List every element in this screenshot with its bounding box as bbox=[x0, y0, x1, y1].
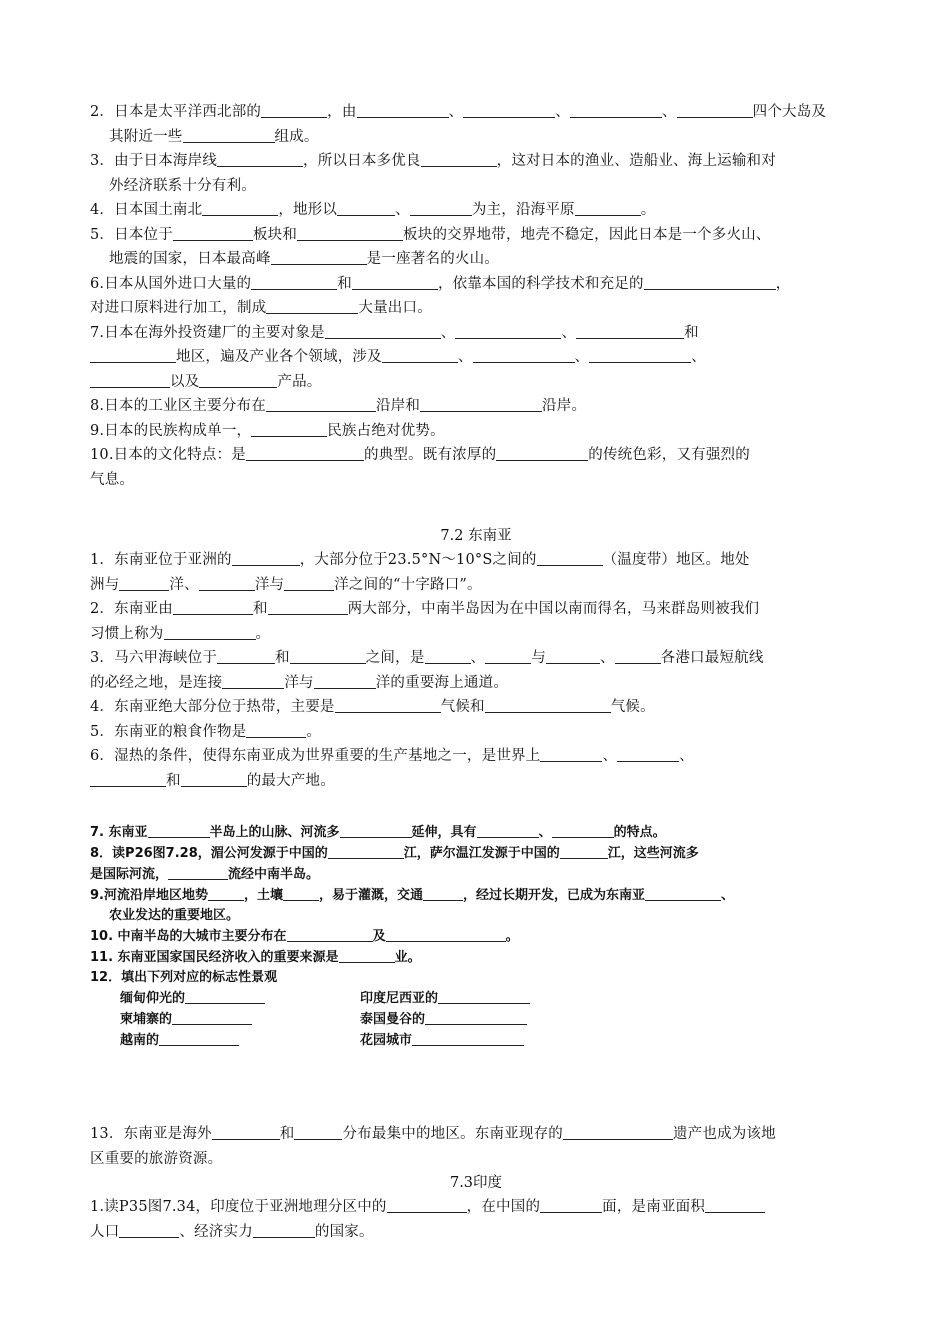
blank[interactable] bbox=[421, 151, 497, 167]
blank[interactable] bbox=[463, 102, 555, 118]
sea-question-1: 1．东南亚位于亚洲的 ，大部分位于23.5°N～10°S之间的 （温度带）地区。地处 bbox=[90, 552, 750, 568]
india-question-1: 1.读P35图7.34，印度位于亚洲地理分区中的 ，在中国的 面，是南亚面积 人口 、经济实力 的国家。 bbox=[90, 1195, 862, 1244]
blank[interactable] bbox=[340, 822, 412, 838]
blank[interactable] bbox=[217, 648, 275, 664]
blank[interactable] bbox=[563, 1124, 673, 1140]
question-4: 4．日本国土南北 ，地形以 、 为主，沿海平原 。 bbox=[90, 202, 656, 218]
blank[interactable] bbox=[148, 822, 210, 838]
blank[interactable] bbox=[183, 127, 275, 143]
bold-question-10: 10. 中南半岛的大城市主要分布在 及 。 bbox=[90, 926, 862, 947]
blank[interactable] bbox=[677, 102, 753, 118]
question-5: 5．日本位于 板块和 板块的交界地带，地壳不稳定，因此日本是一个多火山、 bbox=[90, 226, 771, 243]
blank[interactable] bbox=[496, 445, 588, 461]
bold-question-8: 8．读P26图7.28，湄公河发源于中国的 江，萨尔温江发源于中国的 江，这些河流多 bbox=[90, 843, 862, 864]
blank[interactable] bbox=[232, 550, 300, 566]
bold-question-7: 7. 东南亚 半岛上的山脉、河流多 延伸，具有 、 的特点。 bbox=[90, 822, 862, 843]
blank[interactable] bbox=[314, 673, 376, 689]
sea-question-3: 3．马六甲海峡位于 和 之间，是 、 与 、 各港口最短航线 bbox=[90, 650, 764, 666]
blank[interactable] bbox=[159, 1030, 239, 1046]
blank[interactable] bbox=[335, 697, 441, 713]
blank[interactable] bbox=[485, 648, 531, 664]
sea-question-5: 5．东南亚的粮食作物是 。 bbox=[90, 723, 322, 740]
blank[interactable] bbox=[537, 550, 603, 566]
blank[interactable] bbox=[570, 102, 662, 118]
blank[interactable] bbox=[266, 396, 376, 412]
blank[interactable] bbox=[325, 323, 441, 339]
blank[interactable] bbox=[173, 599, 253, 615]
blank[interactable] bbox=[328, 843, 404, 859]
blank[interactable] bbox=[617, 746, 679, 762]
blank[interactable] bbox=[423, 885, 463, 901]
blank[interactable] bbox=[425, 1009, 527, 1025]
blank[interactable] bbox=[576, 323, 684, 339]
bold-question-12: 12．填出下列对应的标志性景观 bbox=[90, 970, 278, 985]
blank[interactable] bbox=[705, 1197, 765, 1213]
blank[interactable] bbox=[540, 1197, 602, 1213]
blank[interactable] bbox=[271, 249, 367, 265]
question-2: 2．日本是太平洋西北部的 ，由 、 、 、 四个大岛及 bbox=[90, 104, 827, 120]
blank[interactable] bbox=[253, 1222, 315, 1238]
blank[interactable] bbox=[540, 746, 602, 762]
blank[interactable] bbox=[119, 575, 169, 591]
blank[interactable] bbox=[185, 988, 265, 1004]
blank[interactable] bbox=[575, 200, 641, 216]
sea-question-2: 2．东南亚由 和 两大部分，中南半岛因为在中国以南而得名，马来群岛则被我们 bbox=[90, 601, 760, 617]
question-7: 7.日本在海外投资建厂的主要对象是 、 、 和 bbox=[90, 324, 699, 341]
blank[interactable] bbox=[90, 372, 170, 388]
blank[interactable] bbox=[251, 274, 337, 290]
blank[interactable] bbox=[387, 1197, 467, 1213]
blank[interactable] bbox=[337, 200, 395, 216]
blank[interactable] bbox=[90, 347, 176, 363]
blank[interactable] bbox=[212, 1124, 280, 1140]
blank[interactable] bbox=[199, 575, 255, 591]
blank[interactable] bbox=[382, 347, 458, 363]
blank[interactable] bbox=[589, 347, 691, 363]
blank[interactable] bbox=[294, 1124, 342, 1140]
sea-question-6: 6．湿热的条件，使得东南亚成为世界重要的生产基地之一，是世界上 、 、 bbox=[90, 748, 694, 764]
blank[interactable] bbox=[283, 885, 319, 901]
blank[interactable] bbox=[217, 151, 303, 167]
blank[interactable] bbox=[485, 697, 611, 713]
blank[interactable] bbox=[287, 926, 373, 942]
sea-question-13: 13．东南亚是海外 和 分布最集中的地区。东南亚现存的 遗产也成为该地 区重要的旅游资源。 bbox=[90, 1126, 776, 1167]
question-3: 3．由于日本海岸线 ，所以日本多优良 ，这对日本的渔业、造船业、海上运输和对 bbox=[90, 153, 776, 169]
blank[interactable] bbox=[168, 864, 228, 880]
southeast-asia-questions: 1．东南亚位于亚洲的 ，大部分位于23.5°N～10°S之间的 （温度带）地区。地处 洲与 洋、 洋与 洋之间的“十字路口”。 2．东南亚由 和 两大部分，中南半岛因为在中国以南而得名，马来群岛则被我们 习惯上称为 。 3．马六甲海峡位于 和 之间，是 、 与 、 各港口最短航线 的必经之地，是连接 洋与 洋的重要海上通道。 4．东南亚绝大部分位于热带，主要是 气候和 气候。 5．东南亚的粮食作物是 。 6．湿热的条件，使得东南亚成为世界重要的生产基地之一，是世界上 、 、 和 的最大产地。 bbox=[90, 548, 862, 793]
blank[interactable] bbox=[246, 445, 364, 461]
landmark-row: 越南的 花园城市 bbox=[90, 1030, 862, 1051]
blank[interactable] bbox=[173, 225, 253, 241]
blank[interactable] bbox=[420, 396, 542, 412]
blank[interactable] bbox=[164, 624, 256, 640]
landmark-row: 缅甸仰光的 印度尼西亚的 bbox=[90, 988, 862, 1009]
blank[interactable] bbox=[560, 843, 608, 859]
bold-question-11: 11. 东南亚国家国民经济收入的重要来源是 业。 bbox=[90, 947, 862, 968]
question-10: 10.日本的文化特点：是 的典型。既有浓厚的 的传统色彩，又有强烈的 bbox=[90, 447, 750, 463]
blank[interactable] bbox=[297, 225, 403, 241]
blank[interactable] bbox=[261, 102, 327, 118]
blank[interactable] bbox=[455, 323, 561, 339]
blank[interactable] bbox=[352, 274, 438, 290]
blank[interactable] bbox=[644, 274, 776, 290]
landmark-row: 柬埔寨的 泰国曼谷的 bbox=[90, 1009, 862, 1030]
blank[interactable] bbox=[438, 988, 530, 1004]
blank[interactable] bbox=[425, 648, 471, 664]
blank[interactable] bbox=[284, 575, 334, 591]
question-8: 8.日本的工业区主要分布在 沿岸和 沿岸。 bbox=[90, 398, 587, 414]
blank[interactable] bbox=[645, 885, 721, 901]
blank[interactable] bbox=[90, 771, 166, 787]
blank[interactable] bbox=[339, 947, 395, 963]
blank[interactable] bbox=[410, 200, 472, 216]
sea-question-4: 4．东南亚绝大部分位于热带，主要是 气候和 气候。 bbox=[90, 699, 655, 715]
blank[interactable] bbox=[473, 347, 575, 363]
blank[interactable] bbox=[208, 885, 244, 901]
bold-question-9: 9.河流沿岸地区地势 ，土壤 ，易于灌溉，交通 ，经过长期开发，已成为东南亚 、 bbox=[90, 885, 862, 906]
blank[interactable] bbox=[251, 421, 327, 437]
blank[interactable] bbox=[552, 822, 614, 838]
blank[interactable] bbox=[202, 200, 278, 216]
blank[interactable] bbox=[199, 372, 277, 388]
blank[interactable] bbox=[222, 673, 284, 689]
blank[interactable] bbox=[290, 648, 366, 664]
question-6: 6.日本从国外进口大量的 和 ，依靠本国的科学技术和充足的 ， bbox=[90, 275, 791, 292]
blank[interactable] bbox=[119, 1222, 179, 1238]
blank[interactable] bbox=[268, 599, 348, 615]
section-title-southeast-asia: 7.2 东南亚 bbox=[440, 528, 512, 544]
blank[interactable] bbox=[546, 648, 600, 664]
blank[interactable] bbox=[615, 648, 661, 664]
question-9: 9.日本的民族构成单一， 民族占绝对优势。 bbox=[90, 422, 445, 439]
section-title-india: 7.3印度 bbox=[449, 1175, 503, 1191]
blank[interactable] bbox=[300, 298, 358, 314]
blank[interactable] bbox=[477, 822, 539, 838]
blank[interactable] bbox=[246, 722, 306, 738]
blank[interactable] bbox=[172, 1009, 252, 1025]
japan-questions: 2．日本是太平洋西北部的 ，由 、 、 、 四个大岛及 其附近一些 组成。 3．由于日本海岸线 ，所以日本多优良 ，这对日本的渔业、造船业、海上运输和对 外经济联系十分有利。 4．日本国土南北 ，地形以 、 为主，沿海平原 。 5．日本位于 板块和 板块的交界地带，地壳不稳定，因此日本是一个多火山、 地震的国家，日本最高峰 是一座著名的火山。 6.日本从国外进口大量的 和 ，依靠本国的科学技术和充足的 ， 对进口原料进行加工，制成 大量出口。 7.日本在海外投资建厂的主要对象是 、 、 和 地区，遍及产业各个领域，涉及 、 、 、 以及 产品。 8.日本的工业区主要分布在 沿岸和 沿岸。 9.日本的民族构成单一， 民族占绝对优势。 10.日本的文化特点：是 的典型。既有浓厚的 的传统色彩，又有强烈的 气息。 bbox=[90, 100, 862, 492]
bold-questions: 7. 东南亚 半岛上的山脉、河流多 延伸，具有 、 的特点。 8．读P26图7.28，湄公河发源于中国的 江，萨尔温江发源于中国的 江，这些河流多 是国际河流， 流经中南半岛。 9.河流沿岸地区地势 ，土壤 ，易于灌溉，交通 ，经过长期开发，已成为东南亚 、 农业发达的重要地区。 10. 中南半岛的大城市主要分布在 及 。 11. 东南亚国家国民经济收入的重要来源是 业。 12．填出下列对应的标志性景观 缅甸仰光的 印度尼西亚的 柬埔寨的 泰国曼谷的 越南的 花园城市 bbox=[90, 822, 862, 1051]
blank[interactable] bbox=[412, 1030, 524, 1046]
blank[interactable] bbox=[181, 771, 247, 787]
blank[interactable] bbox=[386, 926, 506, 942]
blank[interactable] bbox=[357, 102, 449, 118]
blank[interactable] bbox=[266, 298, 300, 314]
